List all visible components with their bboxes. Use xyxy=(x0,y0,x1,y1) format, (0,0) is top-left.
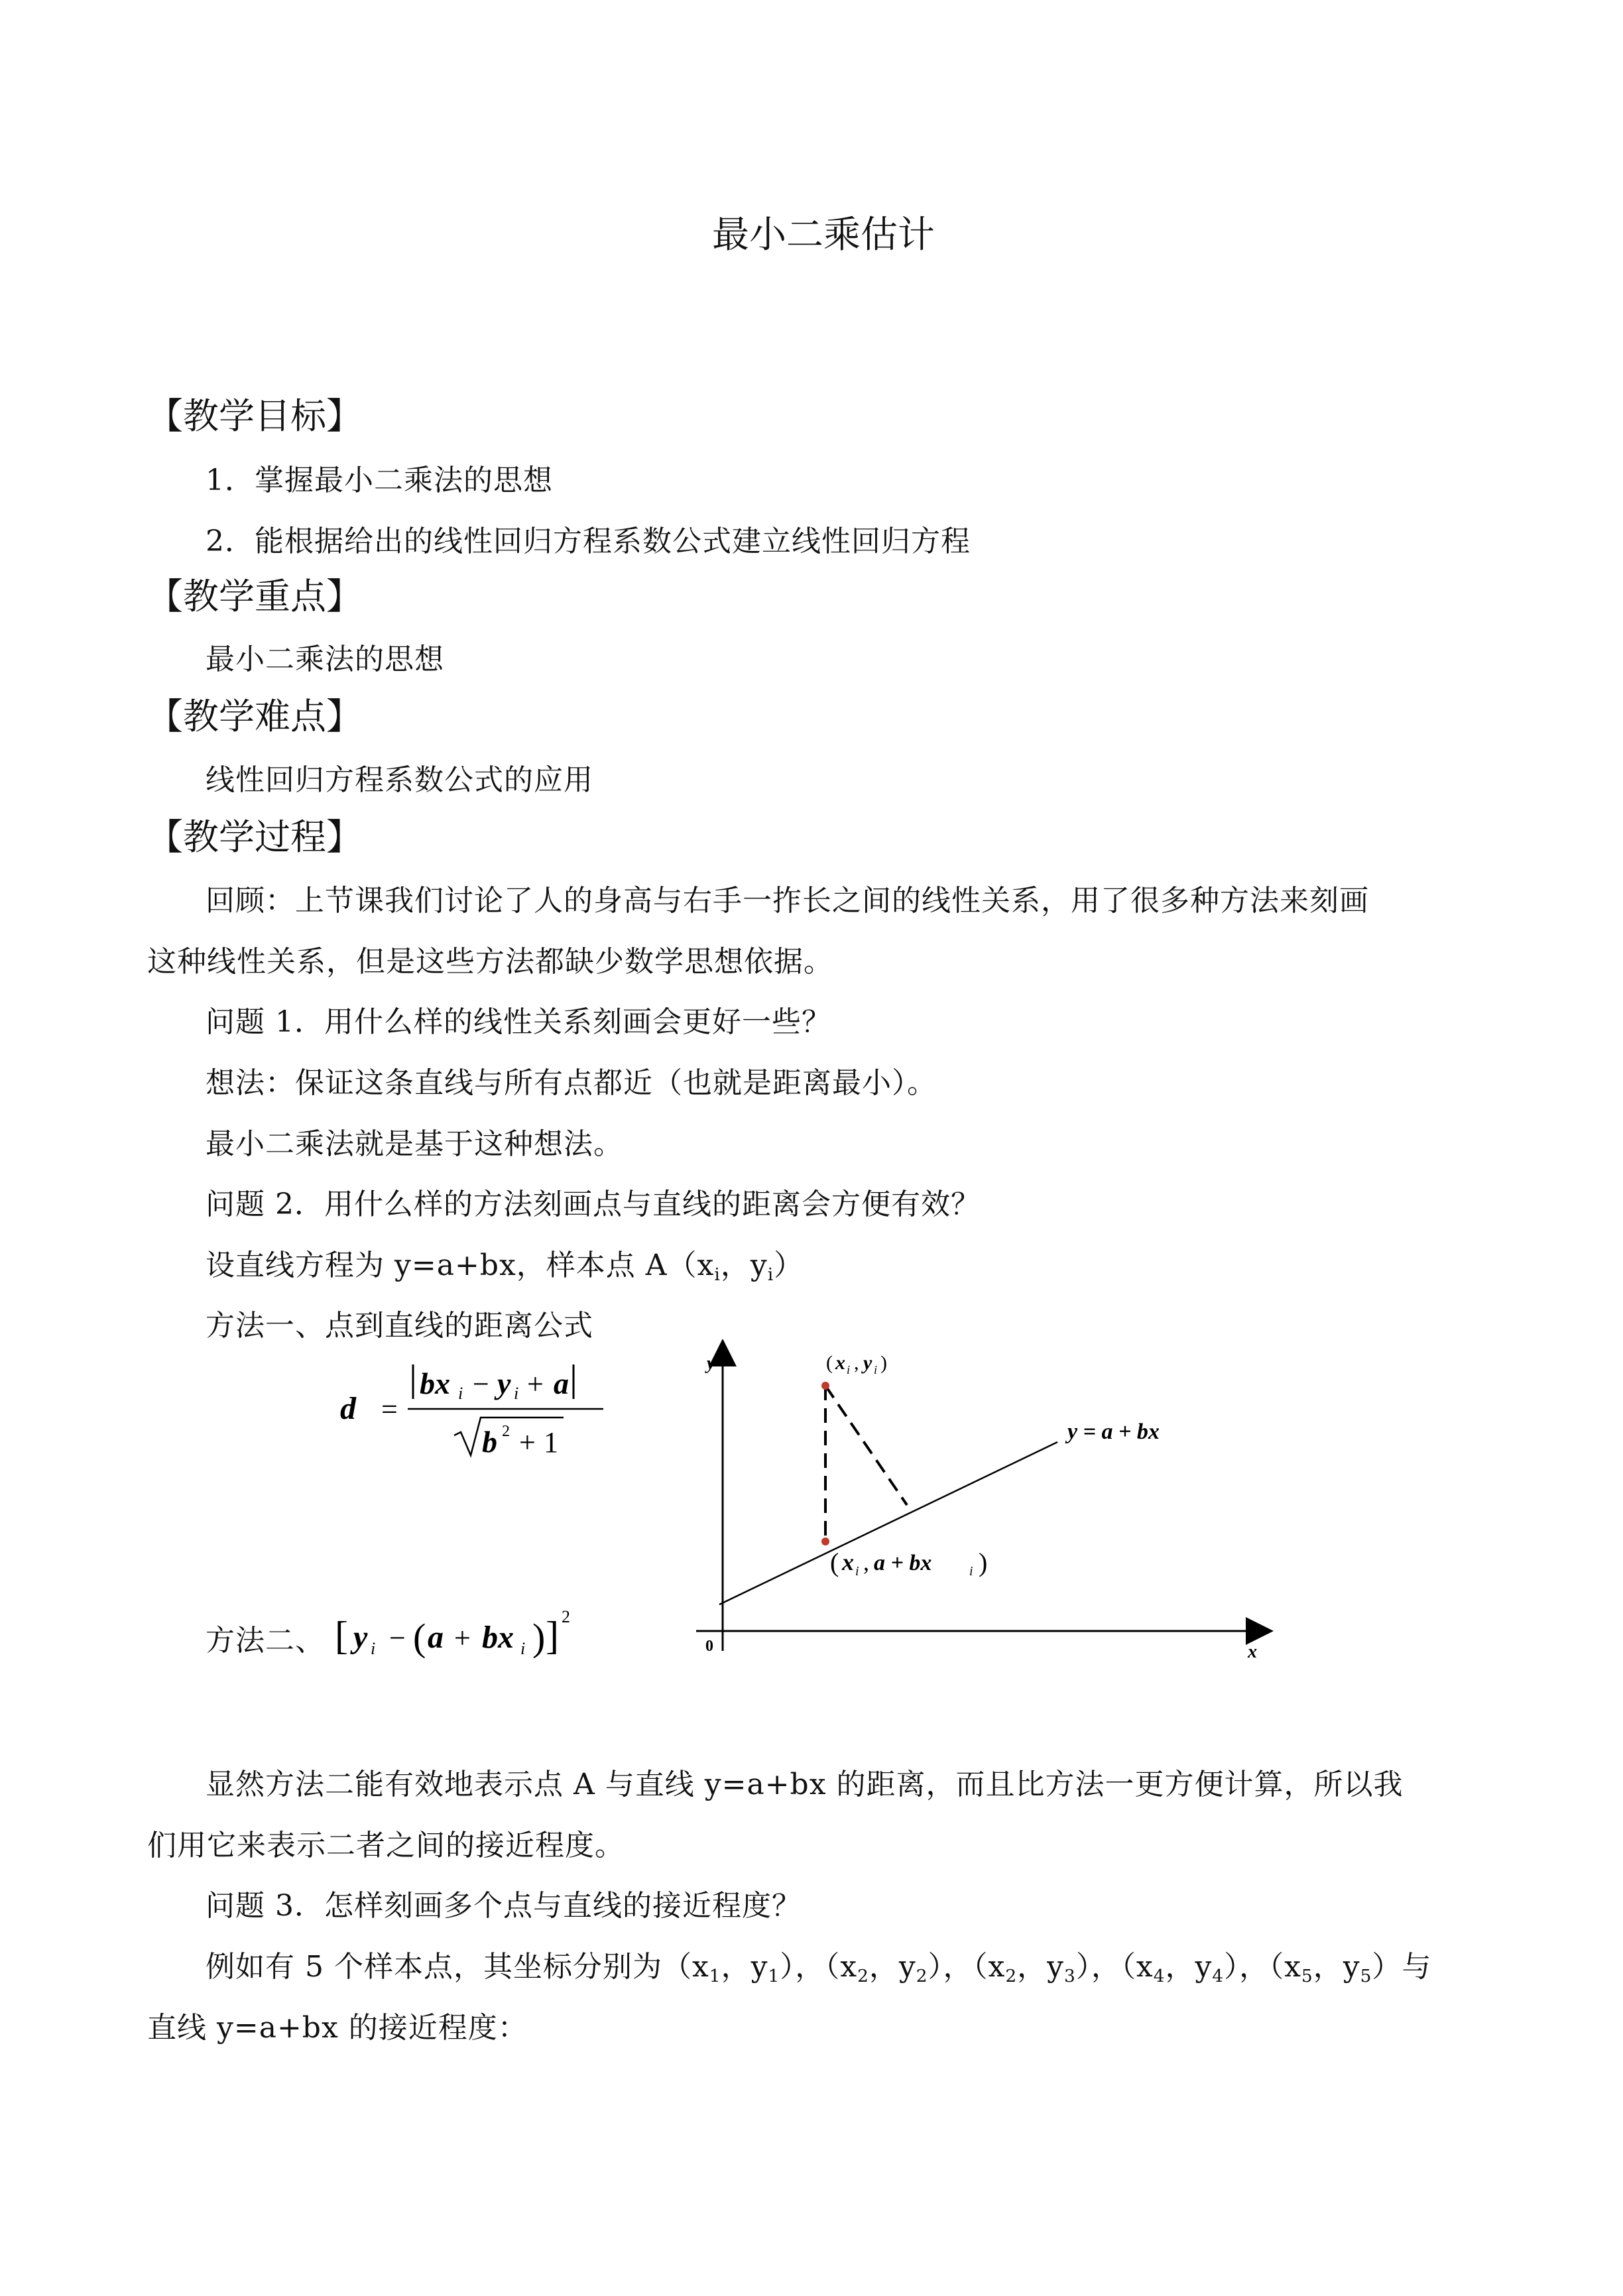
point-text: y xyxy=(1195,1950,1213,1984)
x-axis-label: x xyxy=(1248,1642,1257,1662)
point-text: （ xyxy=(662,1950,692,1984)
bottom-label-close: ) xyxy=(979,1547,988,1577)
point-subscript: 2 xyxy=(857,1965,869,1986)
point-separator: ， xyxy=(943,1950,973,1984)
difficulty-heading: 【教学难点】 xyxy=(147,695,362,737)
method-1: 方法一、点到直线的距离公式 xyxy=(206,1309,593,1343)
example-suffix: 与 xyxy=(1402,1950,1432,1984)
m2-minus: − xyxy=(389,1622,406,1654)
review-line-1: 回顾：上节课我们讨论了人的身高与右手一拃长之间的线性关系，用了很多种方法来刻画 xyxy=(206,884,1369,918)
point-text: （ xyxy=(1269,1950,1285,1984)
point-text: x xyxy=(988,1950,1006,1984)
formula-d: d xyxy=(340,1391,356,1426)
page-title: 最小二乘估计 xyxy=(712,213,935,257)
formula-sub-i-2: i xyxy=(514,1384,519,1403)
top-label-sub-x: i xyxy=(847,1363,851,1376)
point-subscript: 3 xyxy=(1064,1965,1076,1986)
point-separator: ， xyxy=(1239,1950,1270,1984)
goal-1: 1．掌握最小二乘法的思想 xyxy=(206,463,553,497)
method-2-svg xyxy=(335,1601,600,1674)
point-text: ， xyxy=(869,1950,899,1984)
method-2-formula xyxy=(335,1601,600,1674)
lsm-based-text: 最小二乘法就是基于这种想法。 xyxy=(206,1127,623,1161)
point-subscript: 5 xyxy=(1301,1965,1313,1986)
point-text: ） xyxy=(780,1950,796,1984)
question-1: 问题 1．用什么样的线性关系刻画会更好一些？ xyxy=(206,1005,831,1039)
setup-sub-y: i xyxy=(767,1264,774,1285)
point-text: y xyxy=(1047,1950,1065,1984)
example-line-2: 直线 y=a+bx 的接近程度： xyxy=(147,2011,528,2045)
setup-sub-x: i xyxy=(714,1264,721,1285)
diagram-svg xyxy=(683,1339,1280,1671)
point-subscript: 4 xyxy=(1153,1965,1166,1986)
point-text: x xyxy=(1284,1950,1301,1984)
conclusion-line-2: 们用它来表示二者之间的接近程度。 xyxy=(147,1829,625,1862)
point-subscript: 1 xyxy=(768,1965,780,1986)
m2-exp: 2 xyxy=(562,1607,570,1626)
m2-plus: + xyxy=(454,1622,471,1654)
perpendicular-dashed xyxy=(825,1386,907,1505)
sample-point-5 xyxy=(1269,1950,1402,1984)
question-2: 问题 2．用什么样的方法刻画点与直线的距离会方便有效？ xyxy=(206,1187,981,1221)
point-text: ） xyxy=(1224,1950,1240,1984)
point-text: ， xyxy=(721,1950,751,1984)
point-text: （ xyxy=(973,1950,989,1984)
formula-eq: = xyxy=(381,1393,398,1425)
point-text: ， xyxy=(1017,1950,1048,1984)
bottom-label-sub-x: i xyxy=(855,1564,859,1579)
point-subscript: 1 xyxy=(709,1965,721,1986)
m2-bracket-right: ] xyxy=(546,1614,559,1658)
m2-bx: bx xyxy=(482,1620,514,1655)
method-2-label: 方法二、 xyxy=(206,1624,325,1658)
formula-minus: − xyxy=(473,1368,489,1400)
y-axis-label: y xyxy=(707,1353,715,1374)
formula-bx: bx xyxy=(420,1366,450,1400)
sample-point-bottom xyxy=(821,1538,829,1545)
m2-y: y xyxy=(353,1620,368,1655)
formula-sq: 2 xyxy=(502,1423,510,1440)
formula-y: y xyxy=(497,1366,511,1400)
bottom-label-sub-expr: i xyxy=(969,1564,973,1579)
question-3: 问题 3．怎样刻画多个点与直线的接近程度？ xyxy=(206,1889,802,1923)
formula-plus-2: + xyxy=(519,1426,536,1459)
formula-plus: + xyxy=(527,1368,544,1400)
point-text: ） xyxy=(1075,1950,1091,1984)
top-label-open: ( xyxy=(826,1352,833,1374)
sample-point-3 xyxy=(973,1950,1121,1984)
point-separator: ， xyxy=(795,1950,825,1984)
top-label-close: ) xyxy=(880,1352,887,1374)
formula-sub-i-1: i xyxy=(458,1384,463,1403)
m2-bracket-left: [ xyxy=(335,1614,348,1658)
point-text: x xyxy=(1136,1950,1154,1984)
process-heading: 【教学过程】 xyxy=(147,816,362,858)
point-text: x xyxy=(691,1950,709,1984)
sample-points-list xyxy=(662,1950,1402,1984)
formula-one: 1 xyxy=(544,1426,558,1459)
top-label-x: x xyxy=(835,1352,845,1374)
example-prefix: 例如有 5 个样本点，其坐标分别为 xyxy=(206,1950,662,1984)
sample-point-4 xyxy=(1121,1950,1269,1984)
point-text: y xyxy=(1343,1950,1360,1984)
point-text: ） xyxy=(1372,1950,1402,1984)
point-text: x xyxy=(840,1950,858,1984)
regression-line xyxy=(719,1442,1057,1604)
difficulty-text: 线性回归方程系数公式的应用 xyxy=(206,763,593,797)
conclusion-line-1: 显然方法二能有效地表示点 A 与直线 y=a+bx 的距离，而且比方法一更方便计算，所以我 xyxy=(206,1768,1404,1801)
setup-mid: ，y xyxy=(720,1248,768,1282)
point-text: ， xyxy=(1313,1950,1343,1984)
point-subscript: 5 xyxy=(1360,1965,1372,1986)
setup-prefix: 设直线方程为 y=a+bx，样本点 A（x xyxy=(206,1248,715,1282)
goal-2: 2．能根据给出的线性回归方程系数公式建立线性回归方程 xyxy=(206,524,971,558)
key-heading: 【教学重点】 xyxy=(147,575,362,617)
point-text: （ xyxy=(1120,1950,1136,1984)
m2-paren-left: ( xyxy=(413,1616,426,1659)
key-text: 最小二乘法的思想 xyxy=(206,642,444,676)
bottom-label-comma: , xyxy=(863,1549,869,1575)
point-text: （ xyxy=(825,1950,841,1984)
sample-point-2 xyxy=(825,1950,973,1984)
point-subscript: 2 xyxy=(916,1965,928,1986)
point-text: ） xyxy=(928,1950,943,1984)
bottom-label-open: ( xyxy=(830,1547,839,1577)
point-text: ， xyxy=(1165,1950,1195,1984)
point-subscript: 4 xyxy=(1212,1965,1225,1986)
sample-point-top xyxy=(821,1382,829,1390)
bottom-label-x: x xyxy=(842,1549,854,1575)
point-text: y xyxy=(751,1950,768,1984)
formula-a: a xyxy=(554,1366,569,1400)
line-label: y = a + bx xyxy=(1067,1420,1160,1444)
m2-a: a xyxy=(428,1620,444,1655)
top-label-y: y xyxy=(863,1352,872,1374)
top-label-comma: , xyxy=(854,1352,859,1374)
regression-diagram xyxy=(683,1339,1280,1671)
setup-suffix: ） xyxy=(774,1248,804,1282)
top-label-sub-y: i xyxy=(874,1363,878,1376)
setup-line xyxy=(206,1241,804,1285)
m2-sub-i-2: i xyxy=(520,1639,526,1658)
goals-heading: 【教学目标】 xyxy=(147,395,362,437)
origin-label: 0 xyxy=(705,1638,713,1655)
review-line-2: 这种线性关系，但是这些方法都缺少数学思想依据。 xyxy=(147,945,833,979)
m2-sub-i-1: i xyxy=(371,1639,376,1658)
point-text: y xyxy=(898,1950,916,1984)
point-subscript: 2 xyxy=(1005,1965,1018,1986)
sample-point-1 xyxy=(662,1950,825,1984)
formula-b: b xyxy=(482,1425,497,1459)
bottom-label-expr: a + bx xyxy=(874,1551,932,1575)
distance-formula xyxy=(335,1346,613,1465)
distance-formula-svg xyxy=(335,1346,613,1465)
idea-text: 想法：保证这条直线与所有点都近（也就是距离最小）。 xyxy=(206,1066,937,1100)
point-separator: ， xyxy=(1091,1950,1121,1984)
m2-paren-right: ) xyxy=(532,1616,546,1659)
example-line-1 xyxy=(206,1943,1431,1986)
